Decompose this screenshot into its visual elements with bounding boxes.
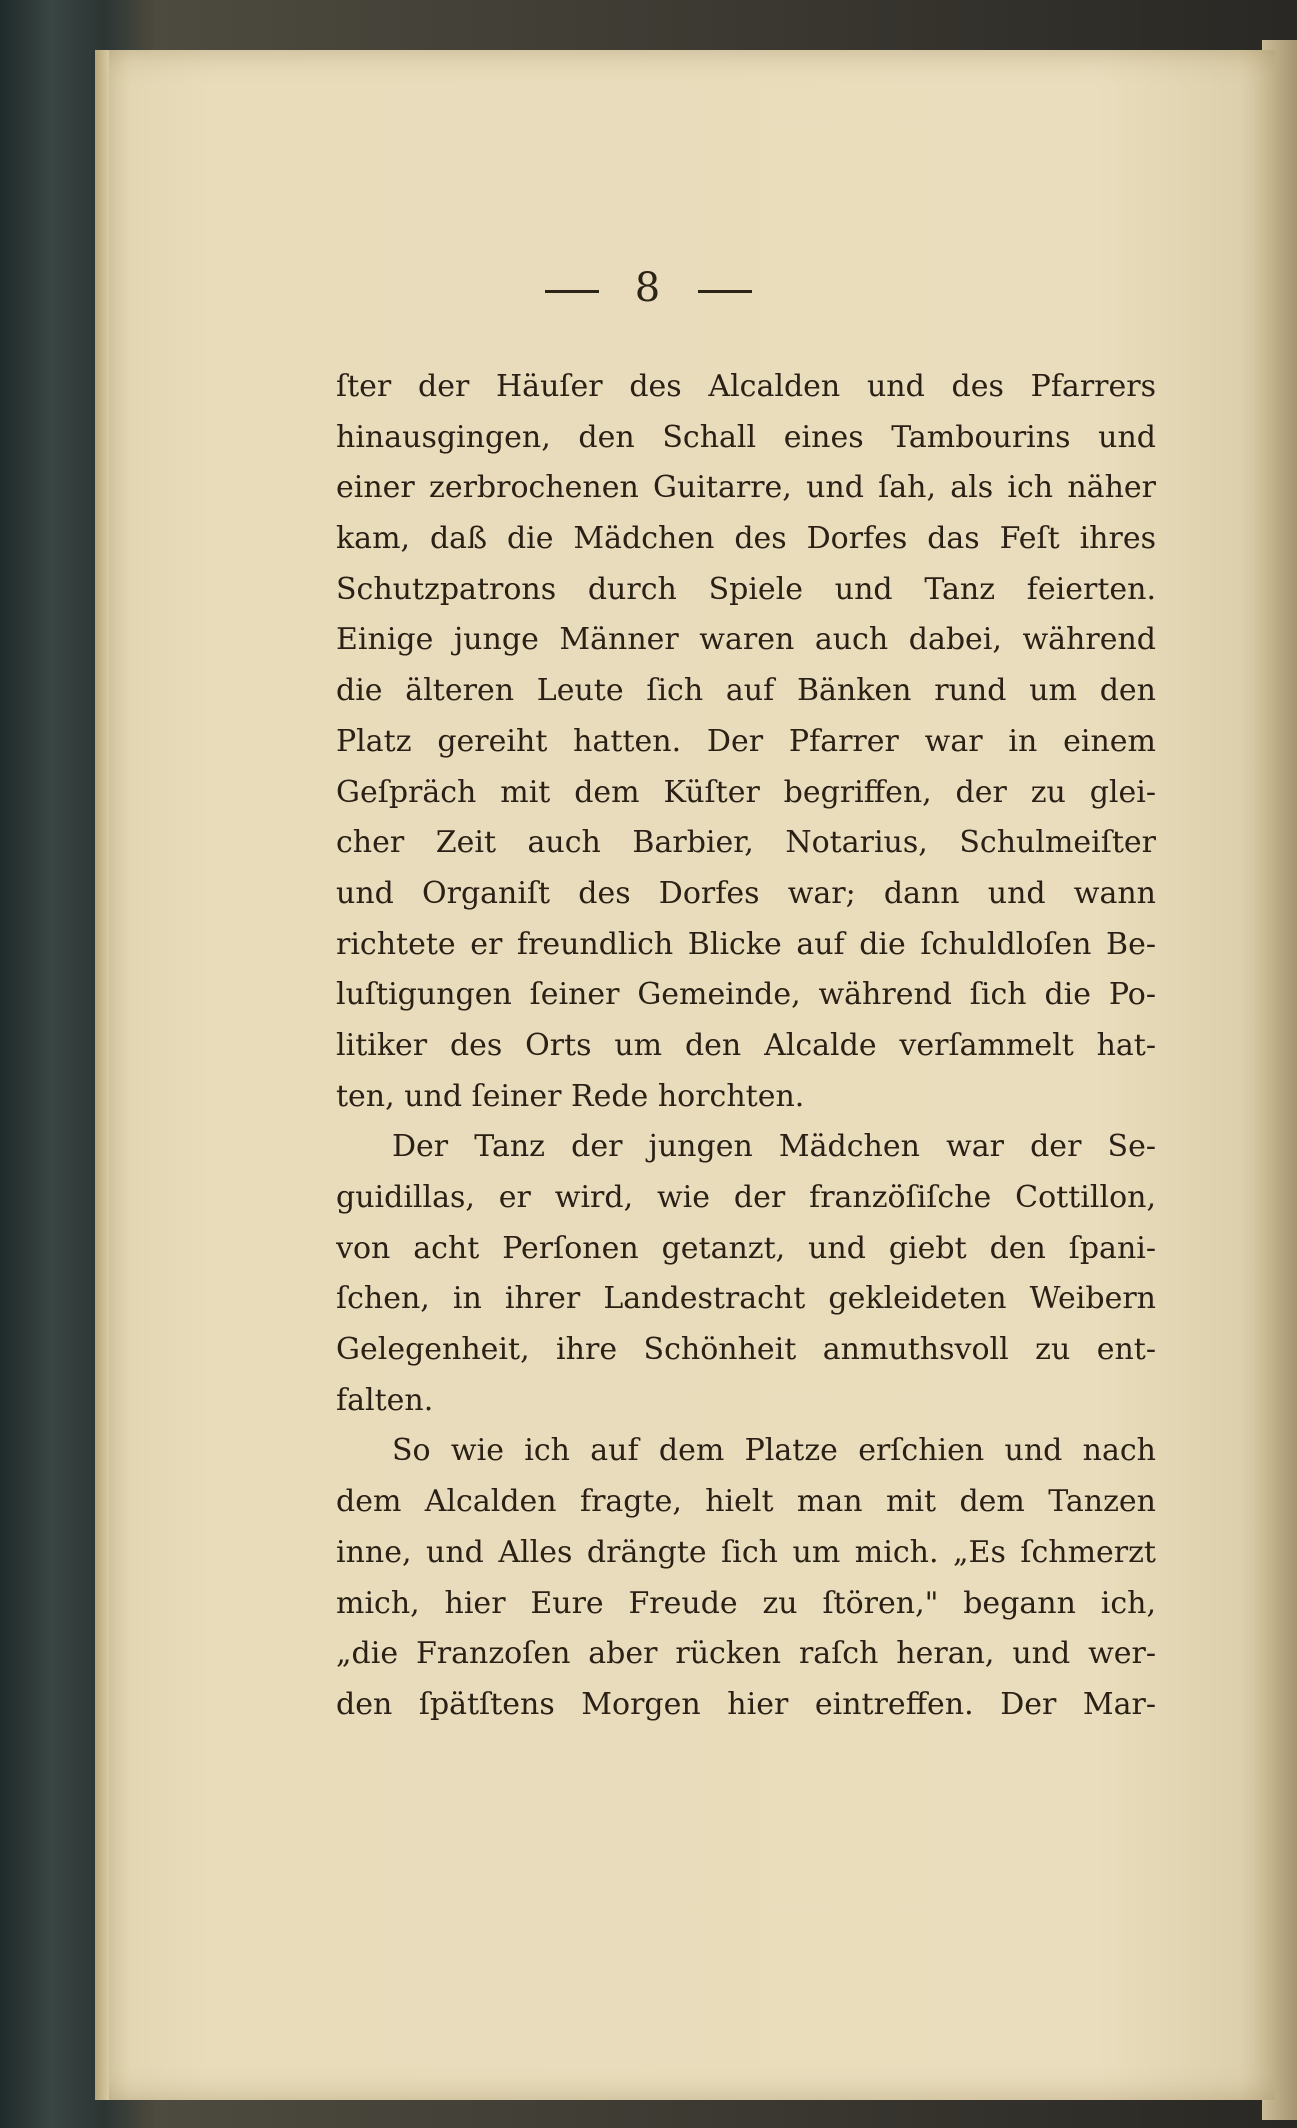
- text-line: kam, daß die Mädchen des Dorfes das Feſt ihres: [336, 521, 1156, 557]
- text-line: und Organiſt des Dorfes war; dann und wann: [336, 875, 1156, 911]
- body-text: [336, 362, 1156, 1731]
- text-line: hinausgingen, den Schall eines Tambourins und: [336, 419, 1156, 455]
- page-header: [0, 265, 1297, 311]
- text-line: dem Alcalden fragte, hielt man mit dem Tanzen: [336, 1484, 1156, 1520]
- text-line: Einige junge Männer waren auch dabei, während: [336, 622, 1156, 658]
- text-line: die älteren Leute ſich auf Bänken rund um den: [336, 673, 1156, 709]
- text-line: So wie ich auf dem Platze erſchien und nach: [392, 1433, 1156, 1469]
- text-line: Platz gereiht hatten. Der Pfarrer war in einem: [336, 723, 1156, 759]
- text-line: guidillas, er wird, wie der franzöſiſche Cottillon,: [336, 1180, 1156, 1215]
- text-line: falten.: [336, 1382, 434, 1418]
- text-line: Schutzpatrons durch Spiele und Tanz feierten.: [336, 571, 1156, 607]
- text-line: den ſpätſtens Morgen hier eintreffen. Der Mar-: [336, 1686, 1156, 1722]
- text-line: einer zerbrochenen Guitarre, und ſah, als ich näher: [336, 470, 1156, 506]
- text-line: von acht Perſonen getanzt, und giebt den ſpani-: [336, 1230, 1156, 1266]
- text-line: „die Franzoſen aber rücken raſch heran, und wer-: [336, 1636, 1156, 1672]
- text-line: ten, und ſeiner Rede horchten.: [336, 1078, 805, 1114]
- text-line: ſchen, in ihrer Landestracht gekleideten Weibern: [336, 1281, 1156, 1317]
- text-line: inne, und Alles drängte ſich um mich. „Es ſchmerzt: [336, 1534, 1156, 1570]
- text-line: cher Zeit auch Barbier, Notarius, Schulmeiſter: [336, 825, 1156, 861]
- header-dash-right: [698, 290, 752, 293]
- text-line: Der Tanz der jungen Mädchen war der Se-: [392, 1129, 1156, 1165]
- text-line: luſtigungen ſeiner Gemeinde, während ſich die Po-: [336, 977, 1156, 1013]
- page-gutter: [95, 50, 109, 2100]
- page-number: 8: [634, 265, 663, 311]
- text-line: ſter der Häuſer des Alcalden und des Pfarrers: [336, 369, 1156, 404]
- text-line: Geſpräch mit dem Küſter begriffen, der zu glei-: [336, 774, 1156, 810]
- text-line: Gelegenheit, ihre Schönheit anmuthsvoll zu ent-: [336, 1332, 1156, 1368]
- text-line: richtete er freundlich Blicke auf die ſchuldloſen Be-: [336, 926, 1156, 962]
- header-dash-left: [545, 290, 599, 293]
- text-line: litiker des Orts um den Alcalde verſammelt hat-: [336, 1027, 1156, 1063]
- text-line: mich, hier Eure Freude zu ſtören," begann ich,: [336, 1585, 1156, 1621]
